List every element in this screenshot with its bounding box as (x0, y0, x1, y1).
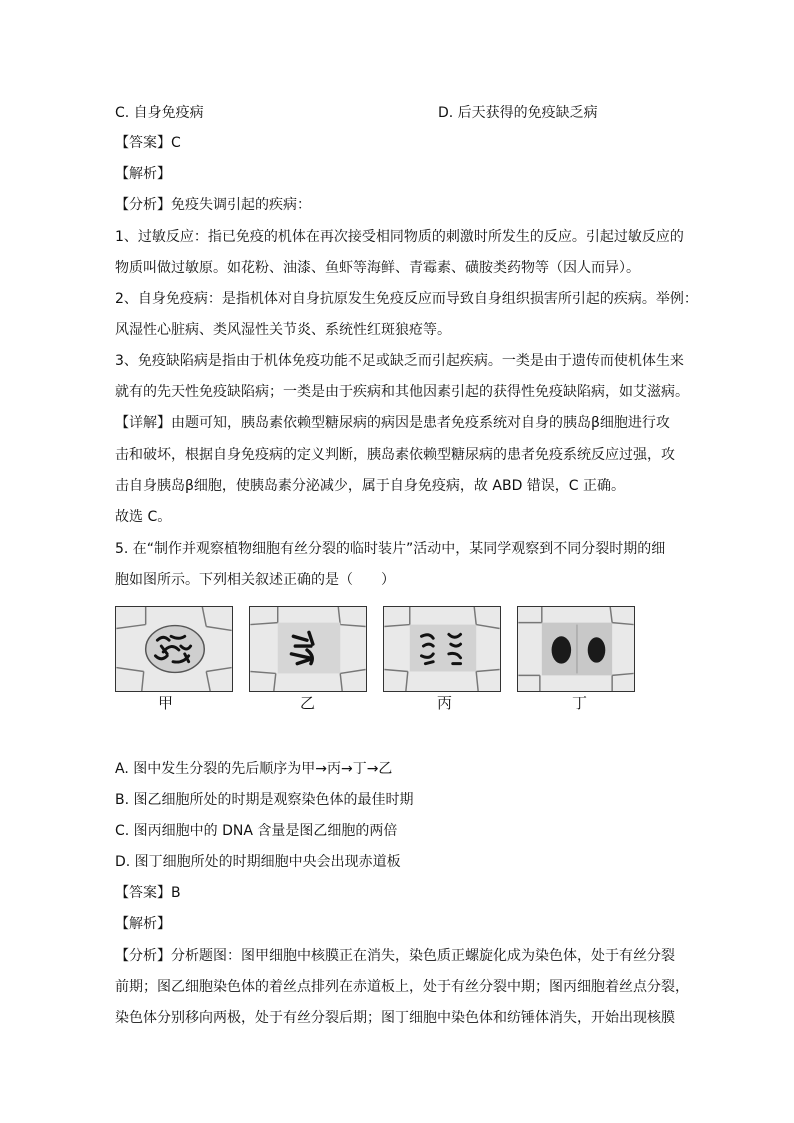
answer-label: 【答案】C (115, 135, 181, 151)
question-stem: 5. 在“制作并观察植物细胞有丝分裂的临时装片”活动中，某同学观察到不同分裂时期的细 (115, 541, 666, 557)
option-d: D. 图丁细胞所处的时期细胞中央会出现赤道板 (115, 854, 401, 870)
figure-label-bing: 丙 (437, 694, 453, 712)
analysis-line: 2、自身免疫病：是指机体对自身抗原发生免疫反应而导致自身组织损害所引起的疾病。举例： (115, 291, 698, 307)
analysis-line: 3、免疫缺陷病是指由于机体免疫功能不足或缺乏而引起疾病。一类是由于遗传而使机体生来 (115, 353, 684, 369)
detail-line: 击自身胰岛β细胞，使胰岛素分泌减少，属于自身免疫病，故 ABD 错误，C 正确。 (115, 478, 626, 494)
jiexi-label: 【解析】 (115, 916, 171, 932)
option-c: C. 图丙细胞中的 DNA 含量是图乙细胞的两倍 (115, 823, 398, 839)
analysis-line: 染色体分别移向两极，处于有丝分裂后期；图丁细胞中染色体和纺锤体消失，开始出现核膜 (115, 1010, 675, 1026)
cell-image-yi (249, 606, 367, 692)
cell-image-jia (115, 606, 233, 692)
cell-image-bing (383, 606, 501, 692)
jiexi-label: 【解析】 (115, 166, 171, 182)
figure-label-yi: 乙 (300, 694, 316, 712)
option-b: B. 图乙细胞所处的时期是观察染色体的最佳时期 (115, 792, 414, 808)
detail-line: 击和破坏，根据自身免疫病的定义判断，胰岛素依赖型糖尿病的患者免疫系统反应过强，攻 (115, 447, 675, 463)
conclusion-line: 故选 C。 (115, 509, 172, 525)
cell-image-ding (517, 606, 635, 692)
question-stem: 胞如图所示。下列相关叙述正确的是（ ） (115, 572, 395, 588)
analysis-line: 物质叫做过敏原。如花粉、油漆、鱼虾等海鲜、青霉素、磺胺类药物等（因人而异）。 (115, 260, 640, 276)
option-d: D. 后天获得的免疫缺乏病 (438, 105, 598, 121)
detail-line: 【详解】由题可知，胰岛素依赖型糖尿病的病因是患者免疫系统对自身的胰岛β细胞进行攻 (115, 415, 670, 431)
analysis-heading: 【分析】免疫失调引起的疾病： (115, 197, 311, 213)
analysis-line: 风湿性心脏病、类风湿性关节炎、系统性红斑狼疮等。 (115, 322, 451, 338)
answer-label: 【答案】B (115, 885, 181, 901)
option-a: A. 图中发生分裂的先后顺序为甲→丙→丁→乙 (115, 761, 393, 777)
analysis-line: 就有的先天性免疫缺陷病；一类是由于疾病和其他因素引起的获得性免疫缺陷病，如艾滋病。 (115, 384, 689, 400)
figure-label-jia: 甲 (158, 694, 174, 712)
option-c: C. 自身免疫病 (115, 105, 204, 121)
analysis-line: 【分析】分析题图：图甲细胞中核膜正在消失，染色质正螺旋化成为染色体，处于有丝分裂 (115, 948, 675, 964)
analysis-line: 前期；图乙细胞染色体的着丝点排列在赤道板上，处于有丝分裂中期；图丙细胞着丝点分裂， (115, 979, 689, 995)
analysis-line: 1、过敏反应：指已免疫的机体在再次接受相同物质的刺激时所发生的反应。引起过敏反应的 (115, 229, 684, 245)
figure-label-ding: 丁 (572, 694, 588, 712)
